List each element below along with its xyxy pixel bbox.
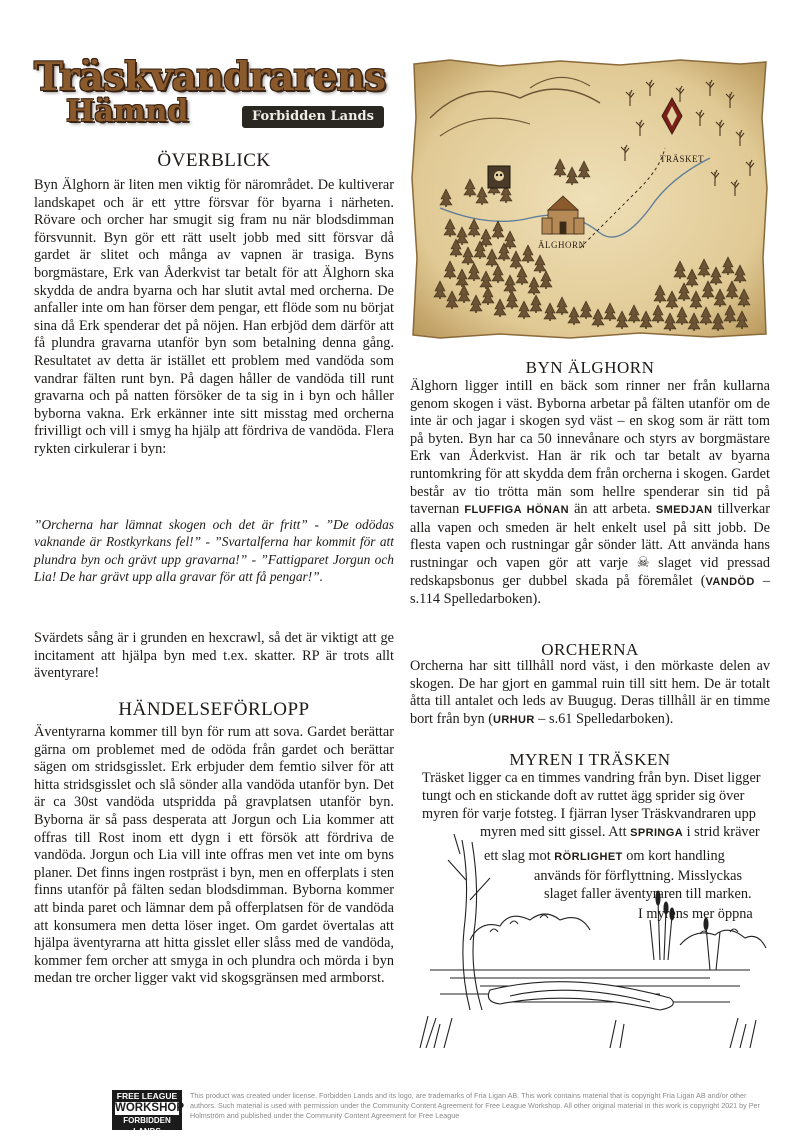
overview-note: Svärdets sång är i grunden en hexcrawl, så det är viktigt att ge incitament att hjälpa byn med t.ex. skatter. RP är trots allt äventyrare! xyxy=(34,630,394,682)
smithy-name: SMEDJAN xyxy=(655,504,713,517)
swamp-line-5-text-b: om kort handling xyxy=(626,848,725,864)
village-text-2: än att arbeta. xyxy=(574,501,651,518)
title-logo xyxy=(34,54,394,130)
village-text-1: Älghorn ligger intill en bäck som rinner ner från kullarna genom skogen i väst. Byborna arbetar på fälten utanför om de inte är och jagar i skogen syd väst – en skog som är rätt tom på byten. Byn har ca 50 innevånare och styrs av borgmästare Erk van Åderkvist. Han är rik och tar betalt av byarna runtomkring för att skydda dem från orcherna i skogen. Gardet består av tio trötta män som hellre spenderar sin tid på tavernan xyxy=(410,378,770,518)
village-text-4: slaget vid pressad redskapsbonus ger dubbel skada på föremålet ( xyxy=(410,554,770,589)
village-text-5: – s.114 Spelledarboken). xyxy=(410,572,770,608)
village-text-3: tillverkar alla vapen och smeden är helt enkelt usel på sitt jobb. De flesta vapen och rustningar går sönder lätt. Att använda hans rustningar och vapen gör att varje xyxy=(410,501,770,571)
swamp-line-1: Träsket ligger ca en timmes vandring från byn. Diset ligger xyxy=(422,770,761,786)
map-label-trasket: TRÄSKET xyxy=(660,154,704,164)
swamp-line-7: slaget faller äventyraren till marken. xyxy=(544,886,752,902)
overview-body: Byn Älghorn är liten men viktig för närområdet. De kultiverar landskapet och är ett yttre försvar för byarna i närheten. Rövare och orcher har smugit sig fram nu när blodsdimman försvunnit. Byn gör ett rätt uselt jobb med sitt försvar då gardet är slitet och många av vapnen är trasiga. Byns borgmästare, Erk van Åderkvist tar betalt för att Älghorn ska skydda de andra byarna och har slutit avtal med orcherna. De anfaller inte om han förser dem pengar, ett flöde som nu börjat sina då Erk spenderar det på nöjen. Han erbjöd dem därför att få plundra gravarna utanför byn som betalning denna gång. Resultatet av detta är istället ett problem med vandöda som vandrar fälten runt byn. På dagen håller de vandöda till runt gravarna och på natten försöker de ta sig in i byn och håller byborna vakna. Erk erkänner inte sitt misstag med orcherna frivilligt och vill i smyg ha hjälp att fördriva de vandöda. Flera rykten cirkulerar i byn: xyxy=(34,177,394,457)
run-ref: SPRINGA xyxy=(630,827,684,839)
undead-ref: VANDÖD xyxy=(705,575,755,588)
overview-heading: ÖVERBLICK xyxy=(157,150,271,171)
events-heading: HÄNDELSEFÖRLOPP xyxy=(118,699,310,720)
title-line-1: Träskvandrarens xyxy=(34,54,386,100)
urhur-ref: URHUR xyxy=(492,713,535,726)
map-illustration xyxy=(410,58,770,340)
region-map xyxy=(410,58,770,340)
swamp-line-5 xyxy=(484,848,774,867)
swamp-line-8: I myrens mer öppna xyxy=(638,906,753,922)
free-league-workshop-logo xyxy=(112,1090,184,1136)
swamp-line-6: används för förflyttning. Misslyckas xyxy=(534,868,743,884)
events-body: Äventyrarna kommer till byn för rum att sova. Gardet berättar gärna om problemet med de odöda från gardet och berättar sägen om stridsgisslet. Erk erbjuder dem femtio silver för att hitta stridsgisslet och slå sönder alla vandöda utanför byn. Det är ca 30st vandöda utspridda på gravplatsen utanför byn. Byborna är så pass desperata att Jorgun och Lia kommer att offras till Rost inom ett dygn i ett försök att fördriva de vandöda. Jorgun och Lia vill inte offras men vet inte om byns planer. Det finns ingen rostpräst i byn, men en offerplats i sten finns utanför på fälten sedan blodsdimman. Byborna kommer att binda paret och lämnar dem på offerplatsen för de vandöda att konsumera men detta löser inget. Om gardet övertalas att hjälpa äventyrarna att hitta gisslet eller slåss med de vandöda, kommer fem orcher att smyga in och plundra och mörda i byn medan tre orcher ligger vakt vid skogsgränsen med armborst. xyxy=(34,724,394,987)
agility-ref: RÖRLIGHET xyxy=(554,851,623,863)
forbidden-lands-badge: Forbidden Lands xyxy=(242,106,384,128)
license-text: This product was created under license. Forbidden Lands and its logo, are trademarks of Fria Ligan AB. This work contains material that is copyright Fria Ligan AB and/or other authors. Such material is used with permission under the Community Content Agreement for Free League Workshop. All other original material in this work is copyright 2021 by Per Holmström and published under the Community Content Agreement for Free League xyxy=(190,1091,760,1120)
orcs-text-2: – s.61 Spelledarboken). xyxy=(538,710,674,727)
title-line-2: Hämnd xyxy=(66,94,189,129)
logo-top-text: FREE LEAGUE xyxy=(116,1091,178,1101)
rumors-quote: ”Orcherna har lämnat skogen och det är fritt” - ”De odödas vaknande är Rostkyrkans fel!” - ”Svartalferna har kommit för att plundra byn och grävt upp gravarna!” - ”Fattigparet Jorgun och Lia! De har grävt upp alla gravar för att få pengar!”. xyxy=(34,517,394,585)
tavern-name: FLUFFIGA HÖNAN xyxy=(464,504,569,517)
orcs-text-1: Orcherna har sitt tillhåll nord väst, i den mörkaste delen av skogen. De har gjort en gammal ruin till sitt hem. De är totalt åtta till antalet och leds av Buugug. Deras tillhåll är en timme bort från byn ( xyxy=(410,658,770,727)
swamp-line-4 xyxy=(480,824,770,843)
swamp-line-4-text: myren med sitt gissel. Att xyxy=(480,824,627,840)
orcs-body xyxy=(410,658,770,729)
skull-icon: ☠ xyxy=(636,554,650,571)
logo-mid-text: WORKSHOP xyxy=(115,1102,184,1114)
map-label-alghorn: ÄLGHORN xyxy=(538,240,586,250)
orcs-heading: ORCHERNA xyxy=(541,640,639,659)
swamp-line-3: myren för varje fotsteg. I fjärran lyser Träskvandraren upp xyxy=(422,806,756,822)
swamp-line-5-text: ett slag mot xyxy=(484,848,551,864)
swamp-heading: MYREN I TRÄSKEN xyxy=(509,750,671,769)
swamp-line-4-text-b: i strid kräver xyxy=(686,824,760,840)
village-body xyxy=(410,378,770,609)
village-heading: BYN ÄLGHORN xyxy=(525,358,655,377)
logo-bottom-text: FORBIDDEN LANDS xyxy=(123,1116,171,1136)
swamp-line-2: tungt och en stickande doft av ruttet ägg sprider sig över xyxy=(422,788,745,804)
